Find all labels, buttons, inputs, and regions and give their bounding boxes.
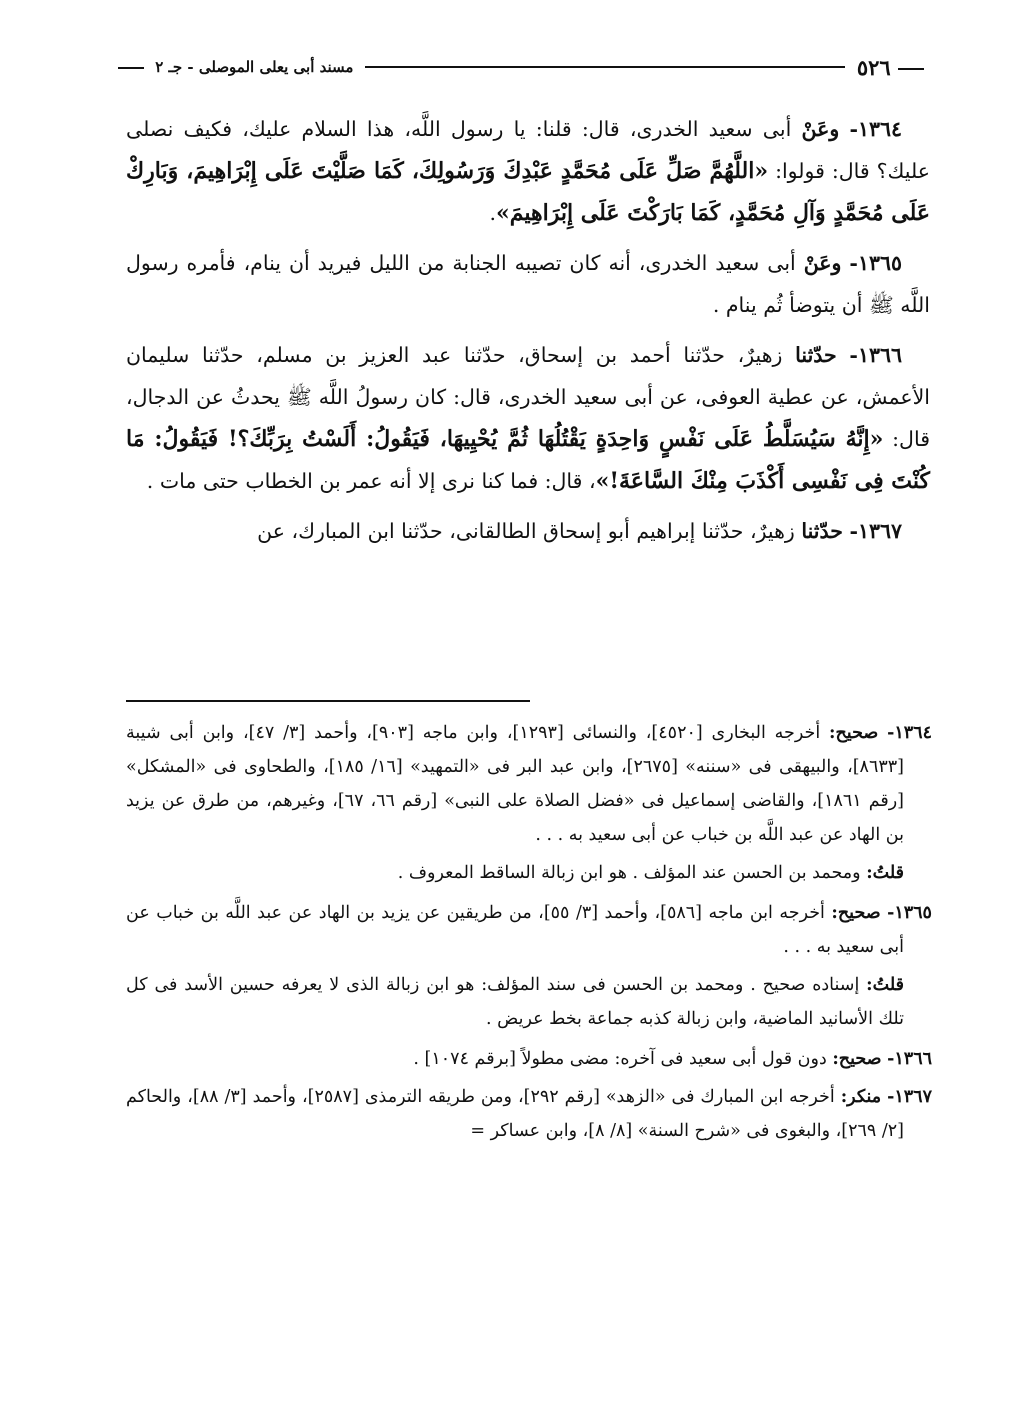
prophetic-quote: «إِنَّهُ سَيُسَلَّطُ عَلَى نَفْسٍ وَاحِدَةٍ يَقْتُلُهَا ثُمَّ يُحْيِيهَا، فَيَقُولُ: أَلَسْتُ بِرَبِّكَ؟! فَيَقُولُ: مَا كُنْتَ فِى نَفْسِى أَكْذَبَ مِنْكَ السَّاعَةَ!» xyxy=(126,426,930,494)
footnote-text: أخرجه ابن ماجه [٥٨٦]، وأحمد [٣/ ٥٥]، من طريقين عن يزيد بن الهاد عن عبد اللَّه بن خباب عن أبى سعيد به . . . xyxy=(126,903,904,957)
running-title-text: مسند أبى يعلى الموصلى - جـ ٢ xyxy=(155,58,354,76)
footnote-grade: صحيح: xyxy=(829,723,879,743)
footnote-grade: منكر: xyxy=(840,1087,882,1107)
hadith-number: ١٣٦٤- xyxy=(849,117,902,141)
hadith-opening: وعَنْ xyxy=(803,251,842,275)
footnote-1365 xyxy=(126,896,932,964)
footnote-grade: صحيح: xyxy=(831,903,881,923)
hadith-text: أبى سعيد الخدرى، أنه كان تصيبه الجنابة من الليل فيريد أن ينام، فأمره رسول اللَّه ﷺ أن يتوضأ ثُم ينام . xyxy=(126,251,930,317)
hadith-1367 xyxy=(126,510,930,552)
hadith-opening: حدّثنا xyxy=(801,519,843,543)
page-number xyxy=(857,55,930,80)
hadith-text-end: . xyxy=(489,201,497,225)
hadith-opening: حدّثنا xyxy=(795,343,837,367)
hadith-text: زهيرٌ، حدّثنا إبراهيم أبو إسحاق الطالقانى، حدّثنا ابن المبارك، عن xyxy=(257,519,795,543)
hadith-1364 xyxy=(126,108,930,234)
footnote-1367 xyxy=(126,1080,932,1148)
page-number-text: ٥٢٦ xyxy=(856,54,891,80)
footnote-number: ١٣٦٦- xyxy=(887,1049,932,1069)
hadith-number: ١٣٦٥- xyxy=(849,251,902,275)
footnote-separator xyxy=(126,700,530,702)
comment-text: ومحمد بن الحسن عند المؤلف . هو ابن زبالة الساقط المعروف . xyxy=(397,863,861,883)
footnote-text: دون قول أبى سعيد فى آخره: مضى مطولاً [برقم ١٠٧٤] . xyxy=(413,1049,827,1069)
footnote-1366 xyxy=(126,1042,932,1076)
hadith-text: أبى سعيد الخدرى، قال: قلنا: يا رسول اللَّه، هذا السلام عليك، فكيف نصلى عليك؟ قال: قولوا: xyxy=(126,117,930,183)
main-text xyxy=(126,108,930,560)
footnote-number: ١٣٦٧- xyxy=(887,1087,932,1107)
hadith-number: ١٣٦٦- xyxy=(849,343,902,367)
prophetic-quote: «اللَّهُمَّ صَلِّ عَلَى مُحَمَّدٍ عَبْدِكَ وَرَسُولِكَ، كَمَا صَلَّيْتَ عَلَى إِبْرَاهِيمَ، وَبَارِكْ عَلَى مُحَمَّدٍ وَآلِ مُحَمَّدٍ، كَمَا بَارَكْتَ عَلَى إِبْرَاهِيمَ» xyxy=(126,158,930,226)
footnote-text: أخرجه ابن المبارك فى «الزهد» [رقم ٢٩٢]، ومن طريقه الترمذى [٢٥٨٧]، وأحمد [٣/ ٨٨]، والحاكم [٢/ ٢٦٩]، والبغوى فى «شرح السنة» [٨/ ٨]، وابن عساكر = xyxy=(126,1087,904,1141)
header-rule xyxy=(365,66,844,68)
hadith-1365 xyxy=(126,242,930,326)
footnote-grade: صحيح: xyxy=(832,1049,882,1069)
footnote-number: ١٣٦٥- xyxy=(887,903,932,923)
comment-label: قلتُ: xyxy=(866,975,904,995)
footnote-1364 xyxy=(126,716,932,852)
hadith-opening: وعَنْ xyxy=(801,117,840,141)
comment-label: قلتُ: xyxy=(866,863,904,883)
footnote-number: ١٣٦٤- xyxy=(887,723,932,743)
hadith-1366 xyxy=(126,334,930,502)
footnotes xyxy=(126,716,932,1152)
footnote-text: أخرجه البخارى [٤٥٢٠]، والنسائى [١٢٩٣]، وابن ماجه [٩٠٣]، وأحمد [٣/ ٤٧]، وابن أبى شيبة [٨٦٣٣]، والبيهقى فى «سننه» [٢٦٧٥]، وابن عبد البر فى «التمهيد» [١٦/ ١٨٥]، والطحاوى فى «المشكل» [رقم ١٨٦١]، والقاضى إسماعيل فى «فضل الصلاة على النبى» [رقم ٦٦، ٦٧]، وغيرهم، من طرق عن يزيد بن الهاد عن عبد اللَّه بن خباب عن أبى سعيد به . . . xyxy=(126,723,904,845)
running-header xyxy=(118,50,930,84)
hadith-text-end: ، قال: فما كنا نرى إلا أنه عمر بن الخطاب حتى مات . xyxy=(146,469,596,493)
footnote-1364-comment xyxy=(126,856,932,890)
running-title xyxy=(118,58,353,76)
hadith-text: زهيرٌ، حدّثنا أحمد بن إسحاق، حدّثنا عبد العزيز بن مسلم، حدّثنا سليمان الأعمش، عن عطية العوفى، عن أبى سعيد الخدرى، قال: كان رسولُ اللَّه ﷺ يحدثُ عن الدجال، قال: xyxy=(126,343,930,451)
header-dash-end xyxy=(118,67,144,69)
header-dash xyxy=(898,68,924,70)
hadith-number: ١٣٦٧- xyxy=(849,519,902,543)
comment-text: إسناده صحيح . ومحمد بن الحسن فى سند المؤلف: هو ابن زبالة الذى لا يعرفه حسين الأسد فى كل تلك الأسانيد الماضية، وابن زبالة كذبه جماعة بخط عريض . xyxy=(126,975,904,1029)
footnote-1365-comment xyxy=(126,968,932,1036)
